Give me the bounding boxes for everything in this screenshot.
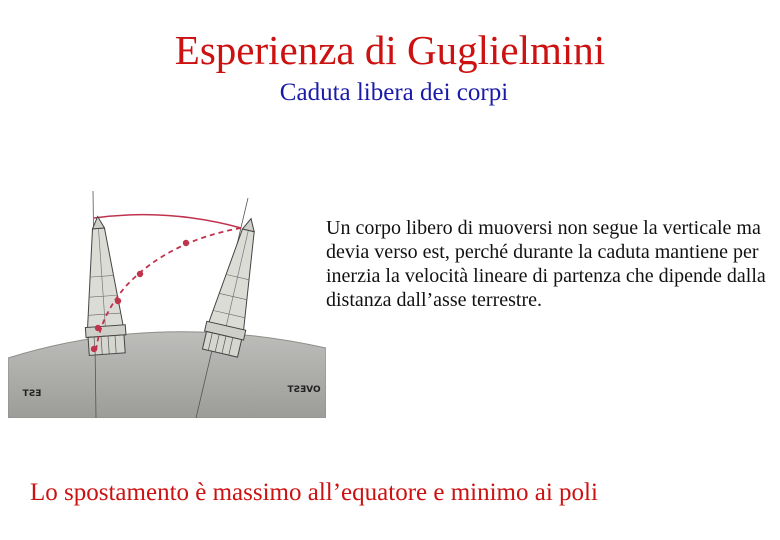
top-arc (94, 215, 241, 228)
earth-surface (8, 332, 326, 418)
fall-point (183, 240, 189, 246)
fall-point (95, 325, 101, 331)
tower-left (78, 215, 128, 355)
label-est: EST (22, 389, 42, 399)
slide-subtitle: Caduta libera dei corpi (279, 79, 509, 106)
fall-point (91, 346, 97, 352)
footer-statement: Lo spostamento è massimo all’equatore e minimo ai poli (30, 479, 598, 506)
fall-point (137, 271, 143, 277)
fall-point (115, 298, 121, 304)
tower-diagram (8, 186, 326, 418)
slide-title: Esperienza di Guglielmini (174, 27, 606, 73)
description-text: Un corpo libero di muoversi non segue la verticale ma devia verso est, perché durante la caduta mantiene per inerzia la velocità lineare di partenza che dipende dalla distanza dall’asse terrestre. (326, 217, 766, 311)
label-ovest: OVEST (287, 385, 321, 395)
